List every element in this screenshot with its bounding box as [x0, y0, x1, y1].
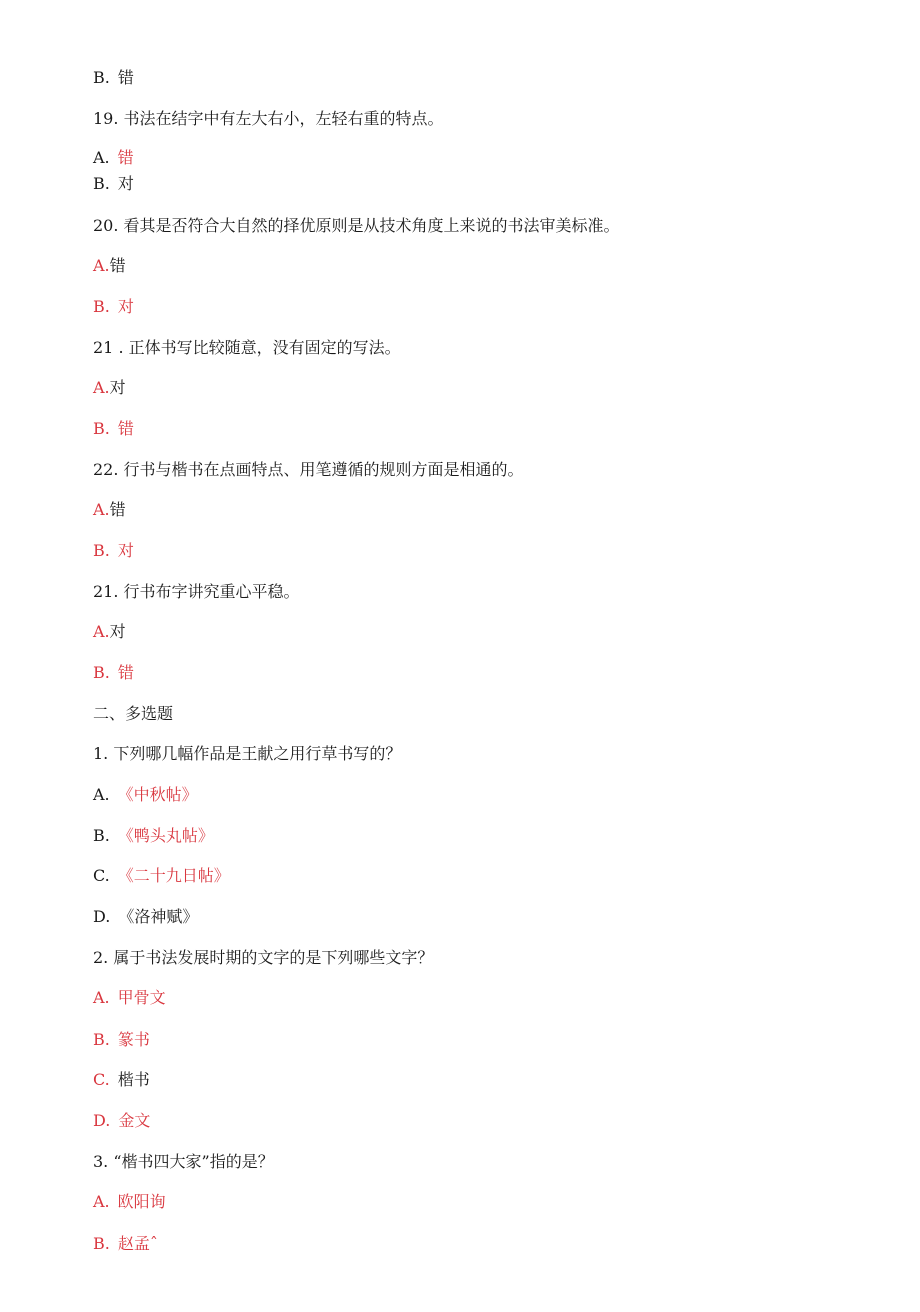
option-letter: A. — [93, 785, 110, 804]
question-line: 21 . 正体书写比较随意，没有固定的写法。 — [93, 338, 401, 357]
option-line — [93, 866, 230, 886]
option-text: 《鸭头丸帖》 — [117, 826, 214, 845]
option-line — [93, 622, 126, 642]
question-line: 19. 书法在结字中有左大右小，左轻右重的特点。 — [93, 109, 444, 128]
option-line — [93, 148, 134, 168]
option-text: 对 — [109, 622, 126, 641]
option-text: 错 — [109, 256, 126, 275]
option-line — [93, 785, 198, 805]
section-heading: 二、多选题 — [93, 704, 174, 723]
option-line — [93, 988, 166, 1008]
option-letter: A. — [93, 1192, 110, 1211]
option-letter: A. — [93, 148, 110, 167]
option-letter: B. — [93, 419, 110, 438]
option-text: 对 — [117, 174, 134, 193]
option-text: 金文 — [118, 1111, 151, 1130]
option-line — [93, 419, 134, 439]
option-line — [93, 1192, 166, 1212]
option-line — [93, 1070, 150, 1090]
option-letter: A. — [93, 256, 110, 275]
option-text: 欧阳询 — [117, 1192, 166, 1211]
option-letter: C. — [93, 866, 110, 885]
option-line — [93, 1111, 150, 1131]
option-line — [93, 256, 126, 276]
option-letter: B. — [93, 68, 110, 87]
option-text: 错 — [117, 68, 134, 87]
question-line: 21. 行书布字讲究重心平稳。 — [93, 582, 300, 601]
option-line — [93, 663, 134, 683]
option-line — [93, 500, 126, 520]
option-letter: C. — [93, 1070, 110, 1089]
option-line — [93, 297, 134, 317]
option-letter: B. — [93, 541, 110, 560]
option-letter: A. — [93, 500, 110, 519]
option-letter: A. — [93, 378, 110, 397]
option-text: 赵孟ˆ — [117, 1234, 158, 1253]
option-line — [93, 68, 134, 88]
option-line — [93, 826, 214, 846]
option-letter: B. — [93, 826, 110, 845]
option-line — [93, 541, 134, 561]
option-letter: B. — [93, 1030, 110, 1049]
option-letter: D. — [93, 1111, 111, 1130]
option-text: 甲骨文 — [117, 988, 166, 1007]
option-line — [93, 907, 198, 927]
option-text: 对 — [109, 378, 126, 397]
option-letter: B. — [93, 663, 110, 682]
option-line — [93, 174, 134, 194]
option-text: 错 — [117, 148, 134, 167]
question-line: 22. 行书与楷书在点画特点、用笔遵循的规则方面是相通的。 — [93, 460, 524, 479]
question-line: 2. 属于书法发展时期的文字的是下列哪些文字？ — [93, 948, 434, 967]
option-letter: B. — [93, 297, 110, 316]
option-text: 《洛神赋》 — [118, 907, 199, 926]
option-letter: D. — [93, 907, 111, 926]
option-line — [93, 1030, 150, 1050]
option-line — [93, 1234, 158, 1254]
question-line: 20. 看其是否符合大自然的择优原则是从技术角度上来说的书法审美标准。 — [93, 216, 620, 235]
option-text: 篆书 — [117, 1030, 150, 1049]
option-line — [93, 378, 126, 398]
option-text: 对 — [117, 297, 134, 316]
option-text: 对 — [117, 541, 134, 560]
question-line: 1. 下列哪几幅作品是王献之用行草书写的？ — [93, 744, 402, 763]
option-letter: B. — [93, 1234, 110, 1253]
question-line: 3. “楷书四大家”指的是？ — [93, 1152, 274, 1171]
option-text: 错 — [117, 663, 134, 682]
option-text: 错 — [109, 500, 126, 519]
option-text: 《二十九日帖》 — [117, 866, 230, 885]
option-letter: A. — [93, 988, 110, 1007]
option-text: 楷书 — [117, 1070, 150, 1089]
option-text: 错 — [117, 419, 134, 438]
option-letter: A. — [93, 622, 110, 641]
option-letter: B. — [93, 174, 110, 193]
option-text: 《中秋帖》 — [117, 785, 198, 804]
